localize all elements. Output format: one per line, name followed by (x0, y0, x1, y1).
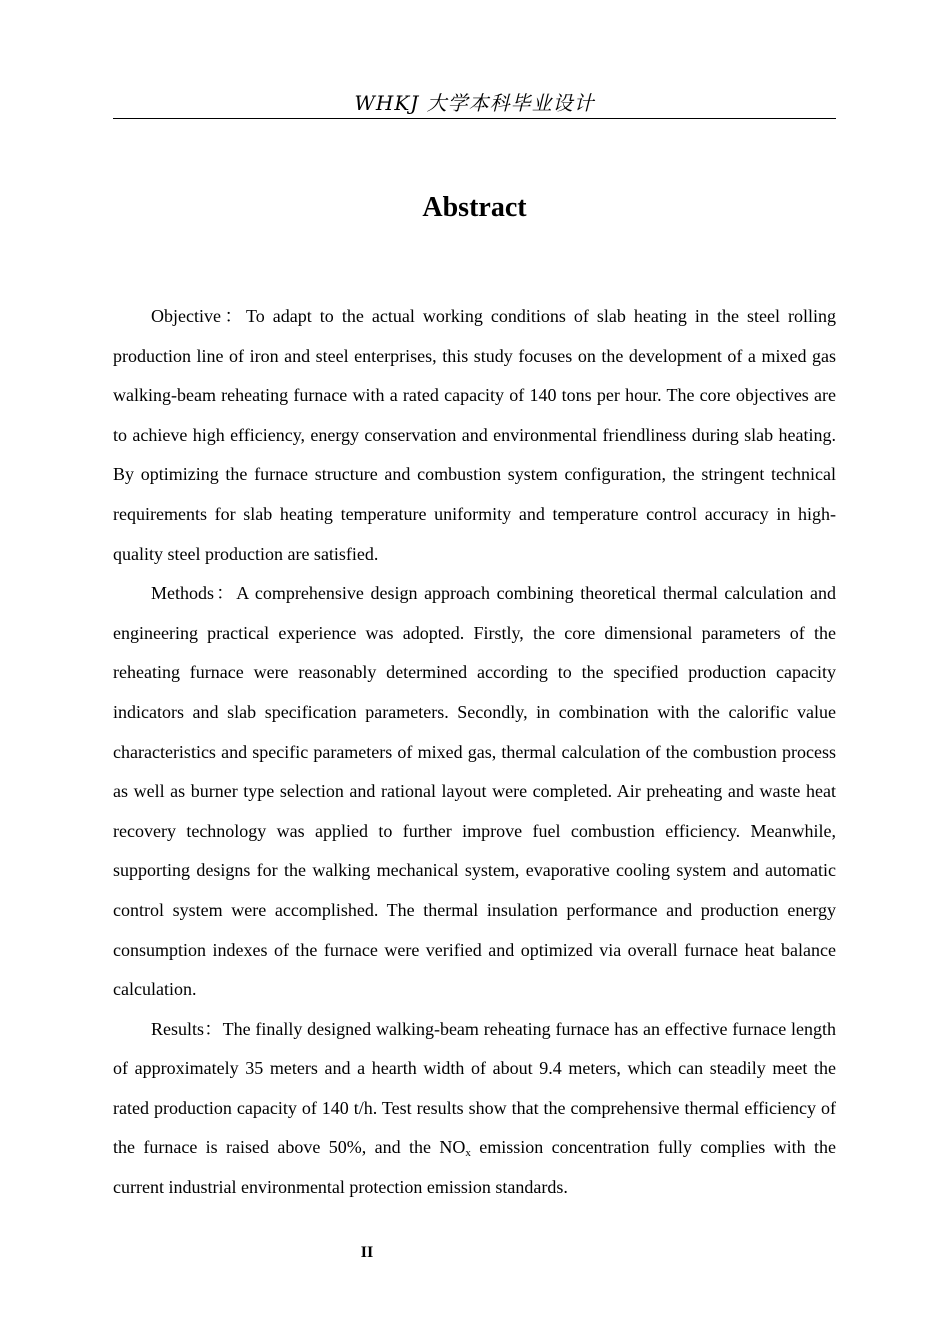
methods-text: A comprehensive design approach combining theoretical thermal calculation and engineering practical experience was adopted. Firstly, the core dimensional parameters of the reheating furnace were reasonably determined according to the specified production capacity indicators and slab specification parameters. Secondly, in combination with the calorific value characteristics and specific parameters of mixed gas, thermal calculation of the combustion process as well as burner type selection and rational layout were completed. Air preheating and waste heat recovery technology was applied to further improve fuel combustion efficiency. Meanwhile, supporting designs for the walking mechanical system, evaporative cooling system and automatic control system were accomplished. The thermal insulation performance and production energy consumption indexes of the furnace were verified and optimized via overall furnace heat balance calculation. (113, 583, 837, 1000)
objective-paragraph (113, 297, 836, 574)
methods-label: Methods： (151, 583, 237, 604)
results-paragraph (113, 1010, 836, 1208)
abstract-body (113, 297, 836, 1208)
nox-subscript: x (465, 1147, 471, 1160)
results-label: Results： (151, 1018, 223, 1039)
header-text: WHKJ 大学本科毕业设计 (354, 91, 595, 115)
results-text-after: emission concentration fully complies with the current industrial environmental protection emission standards. (113, 1137, 836, 1198)
objective-label: Objective： (151, 306, 247, 326)
objective-text: To adapt to the actual working conditions of slab heating in the steel rolling production line of iron and steel enterprises, this study focuses on the development of a mixed gas walking-beam reheating furnace with a rated capacity of 140 tons per hour. The core objectives are to achieve high efficiency, energy conservation and environmental friendliness during slab heating. By optimizing the furnace structure and combustion system configuration, the stringent technical requirements for slab heating temperature uniformity and temperature control accuracy in high-quality steel production are satisfied. (113, 306, 836, 564)
results-text-before: The finally designed walking-beam reheating furnace has an effective furnace length of approximately 35 meters and a hearth width of about 9.4 meters, which can steadily meet the rated production capacity of 140 t/h. Test results show that the comprehensive thermal efficiency of the furnace is raised above 50%, and the NO (113, 1018, 836, 1158)
page-title: Abstract (422, 192, 527, 223)
running-header (113, 88, 836, 119)
methods-paragraph (113, 574, 836, 1010)
page-number: II (360, 1244, 374, 1261)
